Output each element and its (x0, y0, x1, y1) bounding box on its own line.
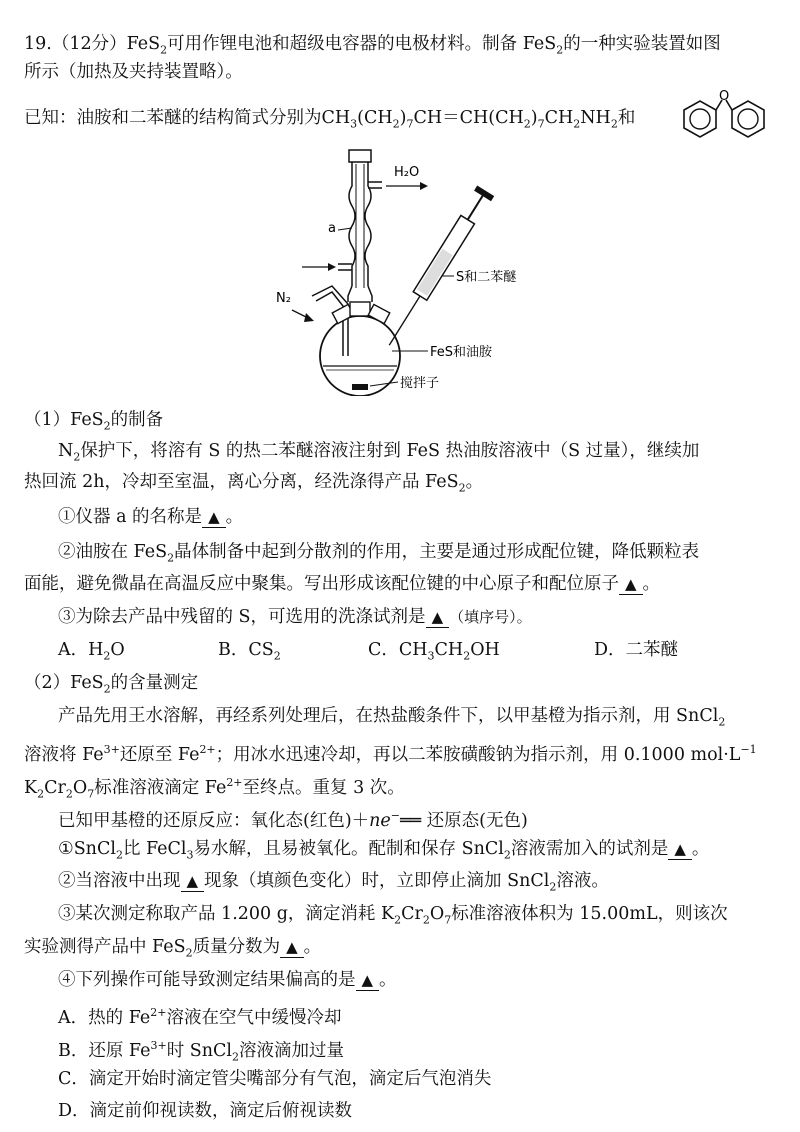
label-instrument-a: a (328, 221, 336, 236)
part2-option-b[interactable]: B．还原 $Fe^{3+}$时 SnCl$_2$溶液滴加过量 (58, 1039, 344, 1064)
part1-title: （1）FeS$_2$的制备 (24, 410, 164, 433)
part2-q3-line2: 实验测得产品中 FeS$_2$质量分数为 ▲ 。 (24, 937, 322, 960)
answer-blank[interactable]: ▲ (202, 507, 226, 528)
part2-title: （2）FeS$_2$的含量测定 (24, 673, 199, 696)
part1-q2-line1: ②油胺在 FeS$_2$晶体制备中起到分散剂的作用，主要是通过形成配位键，降低颗粒表 (58, 542, 700, 565)
option-d[interactable]: D．二苯醚 (594, 640, 679, 660)
n2-arrow (292, 310, 314, 322)
stir-bar (352, 384, 368, 390)
part2-q4: ④下列操作可能导致测定结果偏高的是 ▲ 。 (58, 970, 397, 990)
question-header-line1: 19.（12分）FeS$_2$可用作锂电池和超级电容器的电极材料。制备 FeS$_2$的一种实验装置如图 (24, 34, 721, 57)
part1-para-line2: 热回流 2h，冷却至室温，离心分离，经洗涤得产品 FeS$_2$。 (24, 472, 484, 495)
question-number: 19.（12分） (24, 34, 127, 54)
label-stirrer: 搅拌子 (400, 376, 440, 391)
label-syringe: S和二苯醚 (456, 270, 517, 285)
diphenyl-ether-structure (662, 88, 782, 148)
part2-q2: ②当溶液中出现 ▲ 现象（填颜色变化）时，立即停止滴加 SnCl$_2$溶液。 (58, 871, 609, 894)
apparatus-diagram (270, 146, 530, 396)
answer-blank[interactable]: ▲ (181, 871, 205, 892)
option-c[interactable]: C．$CH_3CH_2OH$ (368, 640, 500, 663)
answer-blank[interactable]: ▲ (356, 970, 380, 991)
part2-known: 已知甲基橙的还原反应：氧化态(红色)＋ne−══ 还原态(无色) (58, 809, 528, 831)
label-n2: N₂ (276, 291, 291, 306)
label-flask: FeS和油胺 (430, 345, 493, 360)
question-header-line2: 所示（加热及夹持装置略）。 (24, 62, 243, 82)
syringe (381, 186, 494, 351)
oxygen-atom-label: O (719, 89, 730, 104)
known-structures-line: 已知：油胺和二苯醚的结构简式分别为$CH_3(CH_2)_7CH=CH(CH_2)_7CH_2NH_2$和 (24, 108, 636, 131)
part2-q3-line1: ③某次测定称取产品 1.200 g，滴定消耗 $K_2Cr_2O_7$标准溶液体积为 15.00mL，则该次 (58, 904, 728, 927)
part2-option-a[interactable]: A．热的 $Fe^{2+}$溶液在空气中缓慢冷却 (58, 1006, 342, 1028)
part2-para-line1: 产品先用王水溶解，再经系列处理后，在热盐酸条件下，以甲基橙为指示剂，用 SnCl$_2$ (58, 706, 726, 729)
part1-q2-line2: 面能，避免微晶在高温反应中聚集。写出形成该配位键的中心原子和配位原子 ▲ 。 (24, 574, 661, 594)
three-neck-flask (320, 302, 400, 396)
answer-blank[interactable]: ▲ (668, 839, 692, 860)
answer-blank[interactable]: ▲ (619, 574, 643, 595)
part1-q3: ③为除去产品中残留的 S，可选用的洗涤试剂是 ▲ （填序号）。 (58, 607, 532, 627)
part2-option-c[interactable]: C．滴定开始时滴定管尖嘴部分有气泡，滴定后气泡消失 (58, 1069, 492, 1089)
label-water: H₂O (394, 165, 420, 180)
part2-q1: ①SnCl$_2$比 FeCl$_3$易水解，且易被氧化。配制和保存 SnCl$_2$溶液需加入的试剂是 ▲ 。 (58, 839, 710, 862)
part2-para-line3: $K_2Cr_2O_7$标准溶液滴定 $Fe^{2+}$至终点。重复 3 次。 (24, 776, 405, 801)
part2-option-d[interactable]: D．滴定前仰视读数，滴定后俯视读数 (58, 1101, 353, 1121)
answer-blank[interactable]: ▲ (426, 607, 450, 628)
water-in-arrow (302, 263, 336, 271)
answer-blank[interactable]: ▲ (280, 937, 304, 958)
part1-q1: ①仪器 a 的名称是 ▲ 。 (58, 507, 244, 527)
option-b[interactable]: B．$CS_2$ (218, 640, 281, 663)
reflux-condenser (338, 150, 382, 302)
option-a[interactable]: A．$H_2O$ (58, 640, 125, 663)
water-out-arrow (386, 182, 428, 190)
part1-para-line1: $N_2$保护下，将溶有 S 的热二苯醚溶液注射到 FeS 热油胺溶液中（S 过量），继续加 (58, 441, 700, 464)
part2-para-line2: 溶液将 $Fe^{3+}$还原至 $Fe^{2+}$；用冰水迅速冷却，再以二苯胺磺酸钠为指示剂，用 0.1000 $mol\cdot L^{-1}$ (24, 743, 757, 765)
